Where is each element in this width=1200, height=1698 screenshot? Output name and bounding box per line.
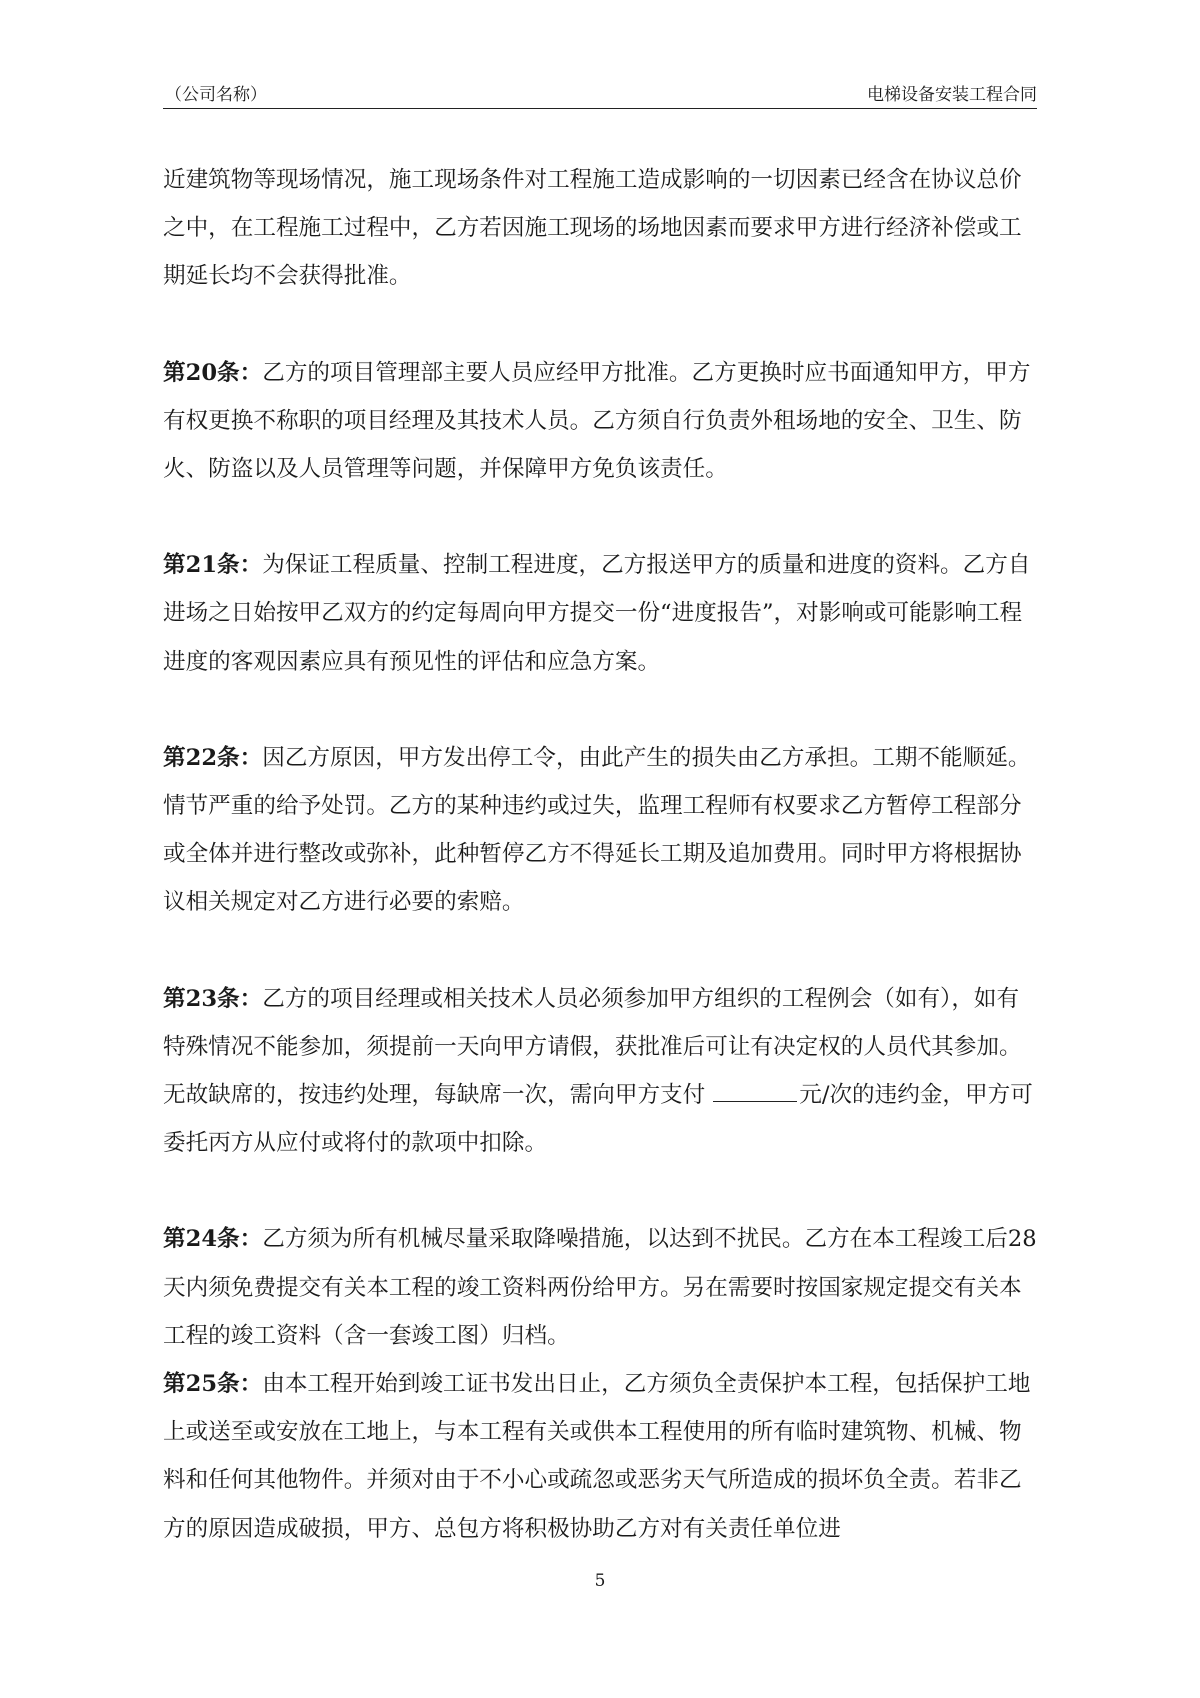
- article-25-text: 由本工程开始到竣工证书发出日止，乙方须负全责保护本工程，包括保护工地上或送至或安放在工地上，与本工程有关或供本工程使用的所有临时建筑物、机械、物料和任何其他物件。并须对由于不小心或疏忽或恶劣天气所造成的损坏负全责。若非乙方的原因造成破损，甲方、总包方将积极协助乙方对有关责任单位进: [163, 1371, 1031, 1542]
- article-23-text-after: 元/次的违约金，甲方可委托丙方从应付或将付的款项中扣除。: [163, 1082, 1033, 1157]
- page-header: [163, 86, 1037, 109]
- article-20: [163, 349, 1039, 494]
- amount-blank-field[interactable]: [713, 1083, 797, 1102]
- article-23-label: 第23条：: [163, 985, 263, 1012]
- document-title: 电梯设备安装工程合同: [867, 85, 1037, 105]
- article-20-text: 乙方的项目管理部主要人员应经甲方批准。乙方更换时应书面通知甲方，甲方有权更换不称职的项目经理及其技术人员。乙方须自行负责外租场地的安全、卫生、防火、防盗以及人员管理等问题，并保障甲方免负该责任。: [163, 359, 1031, 483]
- document-body: [163, 156, 1039, 1553]
- article-25: [163, 1360, 1039, 1553]
- page-number: 5: [594, 1571, 606, 1591]
- company-name: （公司名称）: [165, 85, 267, 105]
- article-22: [163, 734, 1039, 927]
- article-22-text: 因乙方原因，甲方发出停工令，由此产生的损失由乙方承担。工期不能顺延。情节严重的给予处罚。乙方的某种违约或过失，监理工程师有权要求乙方暂停工程部分或全体并进行整改或弥补，此种暂停乙方不得延长工期及追加费用。同时甲方将根据协议相关规定对乙方进行必要的索赔。: [163, 744, 1031, 916]
- article-21-label: 第21条：: [163, 552, 263, 579]
- article-24-text: 乙方须为所有机械尽量采取降噪措施，以达到不扰民。乙方在本工程竣工后28天内须免费提交有关本工程的竣工资料两份给甲方。另在需要时按国家规定提交有关本工程的竣工资料（含一套竣工图）归档。: [163, 1226, 1037, 1349]
- article-23: [163, 975, 1039, 1168]
- article-24-label: 第24条：: [163, 1226, 263, 1253]
- article-22-label: 第22条：: [163, 744, 263, 771]
- article-23-text-before: 乙方的项目经理或相关技术人员必须参加甲方组织的工程例会（如有），如有特殊情况不能参加，须提前一天向甲方请假，获批准后可让有决定权的人员代其参加。无故缺席的，按违约处理，每缺席一次，需向甲方支付: [163, 985, 1022, 1109]
- intro-paragraph: 近建筑物等现场情况，施工现场条件对工程施工造成影响的一切因素已经含在协议总价之中，在工程施工过程中，乙方若因施工现场的场地因素而要求甲方进行经济补偿或工期延长均不会获得批准。: [163, 167, 1022, 290]
- article-20-label: 第20条：: [163, 359, 263, 386]
- article-21: [163, 541, 1039, 686]
- article-25-label: 第25条：: [163, 1371, 263, 1398]
- article-21-text: 为保证工程质量、控制工程进度，乙方报送甲方的质量和进度的资料。乙方自进场之日始按甲乙双方的约定每周向甲方提交一份“进度报告”，对影响或可能影响工程进度的客观因素应具有预见性的评估和应急方案。: [163, 552, 1031, 675]
- article-24: [163, 1215, 1039, 1360]
